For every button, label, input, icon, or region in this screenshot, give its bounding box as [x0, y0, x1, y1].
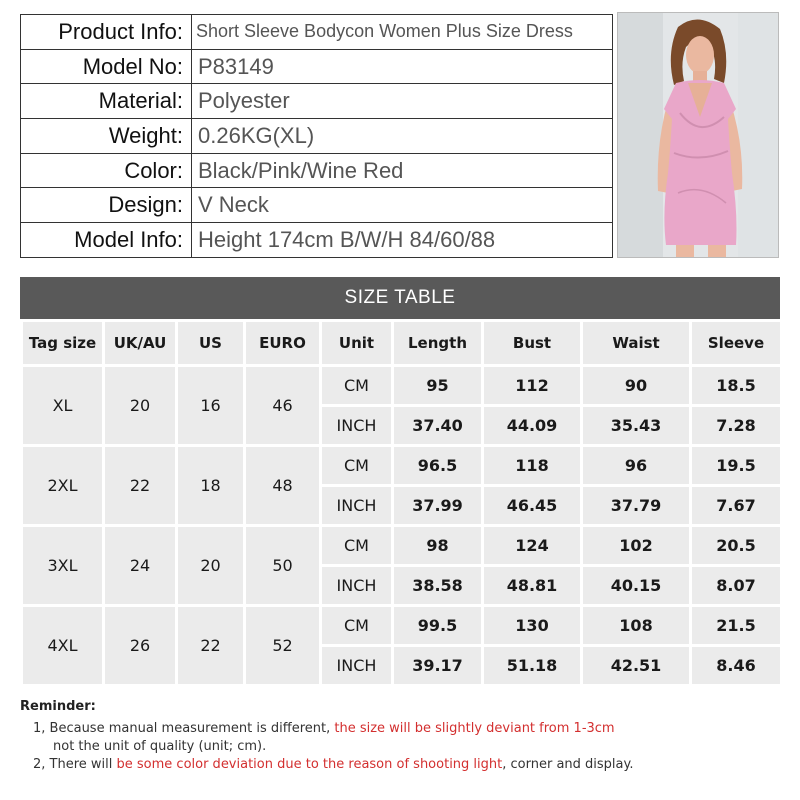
unit-cell: CM [322, 607, 391, 644]
uk-au-cell: 20 [105, 367, 175, 444]
sleeve-cell: 7.28 [692, 407, 780, 444]
unit-cell: INCH [322, 647, 391, 684]
bust-cell: 48.81 [484, 567, 580, 604]
euro-cell: 52 [246, 607, 319, 684]
size-table-header-row [23, 322, 780, 364]
euro-cell: 50 [246, 527, 319, 604]
euro-cell: 48 [246, 447, 319, 524]
sleeve-cell: 18.5 [692, 367, 780, 404]
info-label: Model Info: [21, 223, 192, 258]
unit-cell: INCH [322, 567, 391, 604]
info-label: Model No: [21, 49, 192, 84]
model-illustration [618, 13, 779, 258]
unit-cell: INCH [322, 487, 391, 524]
unit-cell: CM [322, 527, 391, 564]
waist-cell: 90 [583, 367, 689, 404]
info-row-design [21, 188, 613, 223]
column-header: Tag size [23, 322, 102, 364]
length-cell: 39.17 [394, 647, 481, 684]
waist-cell: 96 [583, 447, 689, 484]
table-row [23, 527, 780, 564]
sleeve-cell: 8.07 [692, 567, 780, 604]
length-cell: 99.5 [394, 607, 481, 644]
bust-cell: 112 [484, 367, 580, 404]
waist-cell: 42.51 [583, 647, 689, 684]
sleeve-cell: 21.5 [692, 607, 780, 644]
uk-au-cell: 24 [105, 527, 175, 604]
info-value: Short Sleeve Bodycon Women Plus Size Dress [192, 15, 613, 50]
tag-size-cell: 3XL [23, 527, 102, 604]
reminder-section [20, 699, 780, 774]
product-info-table [20, 14, 613, 258]
info-label: Material: [21, 84, 192, 119]
us-cell: 20 [178, 527, 243, 604]
info-row-material [21, 84, 613, 119]
column-header: Waist [583, 322, 689, 364]
sleeve-cell: 8.46 [692, 647, 780, 684]
us-cell: 18 [178, 447, 243, 524]
column-header: Unit [322, 322, 391, 364]
length-cell: 38.58 [394, 567, 481, 604]
info-row-color [21, 153, 613, 188]
sleeve-cell: 7.67 [692, 487, 780, 524]
table-row [23, 607, 780, 644]
bust-cell: 51.18 [484, 647, 580, 684]
column-header: Length [394, 322, 481, 364]
bust-cell: 130 [484, 607, 580, 644]
column-header: US [178, 322, 243, 364]
length-cell: 95 [394, 367, 481, 404]
uk-au-cell: 26 [105, 607, 175, 684]
reminder-highlight: the size will be slightly deviant from 1-3cm [334, 721, 615, 736]
reminder-highlight: be some color deviation due to the reason of shooting light [116, 757, 503, 772]
reminder-title: Reminder: [20, 699, 96, 714]
uk-au-cell: 22 [105, 447, 175, 524]
info-value: 0.26KG(XL) [192, 119, 613, 154]
waist-cell: 37.79 [583, 487, 689, 524]
length-cell: 98 [394, 527, 481, 564]
size-table-title: SIZE TABLE [20, 277, 780, 319]
table-row [23, 367, 780, 404]
info-value: Height 174cm B/W/H 84/60/88 [192, 223, 613, 258]
tag-size-cell: 2XL [23, 447, 102, 524]
info-value: Black/Pink/Wine Red [192, 153, 613, 188]
tag-size-cell: 4XL [23, 607, 102, 684]
waist-cell: 108 [583, 607, 689, 644]
length-cell: 96.5 [394, 447, 481, 484]
info-row-model-info [21, 223, 613, 258]
length-cell: 37.99 [394, 487, 481, 524]
info-value: Polyester [192, 84, 613, 119]
waist-cell: 35.43 [583, 407, 689, 444]
waist-cell: 40.15 [583, 567, 689, 604]
column-header: Bust [484, 322, 580, 364]
info-value: V Neck [192, 188, 613, 223]
unit-cell: INCH [322, 407, 391, 444]
info-row-product [21, 15, 613, 50]
info-label: Weight: [21, 119, 192, 154]
model-photo [617, 12, 779, 258]
reminder-text: , corner and display. [502, 757, 634, 772]
reminder-line-1-continued: not the unit of quality (unit; cm). [53, 739, 267, 754]
reminder-line-1 [20, 720, 780, 738]
us-cell: 22 [178, 607, 243, 684]
bust-cell: 46.45 [484, 487, 580, 524]
bust-cell: 124 [484, 527, 580, 564]
info-label: Product Info: [21, 15, 192, 50]
info-label: Color: [21, 153, 192, 188]
reminder-text: 2, There will [33, 757, 117, 772]
euro-cell: 46 [246, 367, 319, 444]
info-row-model-no [21, 49, 613, 84]
info-label: Design: [21, 188, 192, 223]
column-header: Sleeve [692, 322, 780, 364]
tag-size-cell: XL [23, 367, 102, 444]
sleeve-cell: 19.5 [692, 447, 780, 484]
info-value: P83149 [192, 49, 613, 84]
unit-cell: CM [322, 367, 391, 404]
waist-cell: 102 [583, 527, 689, 564]
bust-cell: 44.09 [484, 407, 580, 444]
length-cell: 37.40 [394, 407, 481, 444]
reminder-line-2 [20, 756, 780, 774]
reminder-text: 1, Because manual measurement is different, [33, 721, 335, 736]
info-row-weight [21, 119, 613, 154]
size-table [20, 319, 783, 687]
unit-cell: CM [322, 447, 391, 484]
column-header: UK/AU [105, 322, 175, 364]
sleeve-cell: 20.5 [692, 527, 780, 564]
table-row [23, 447, 780, 484]
us-cell: 16 [178, 367, 243, 444]
bust-cell: 118 [484, 447, 580, 484]
column-header: EURO [246, 322, 319, 364]
